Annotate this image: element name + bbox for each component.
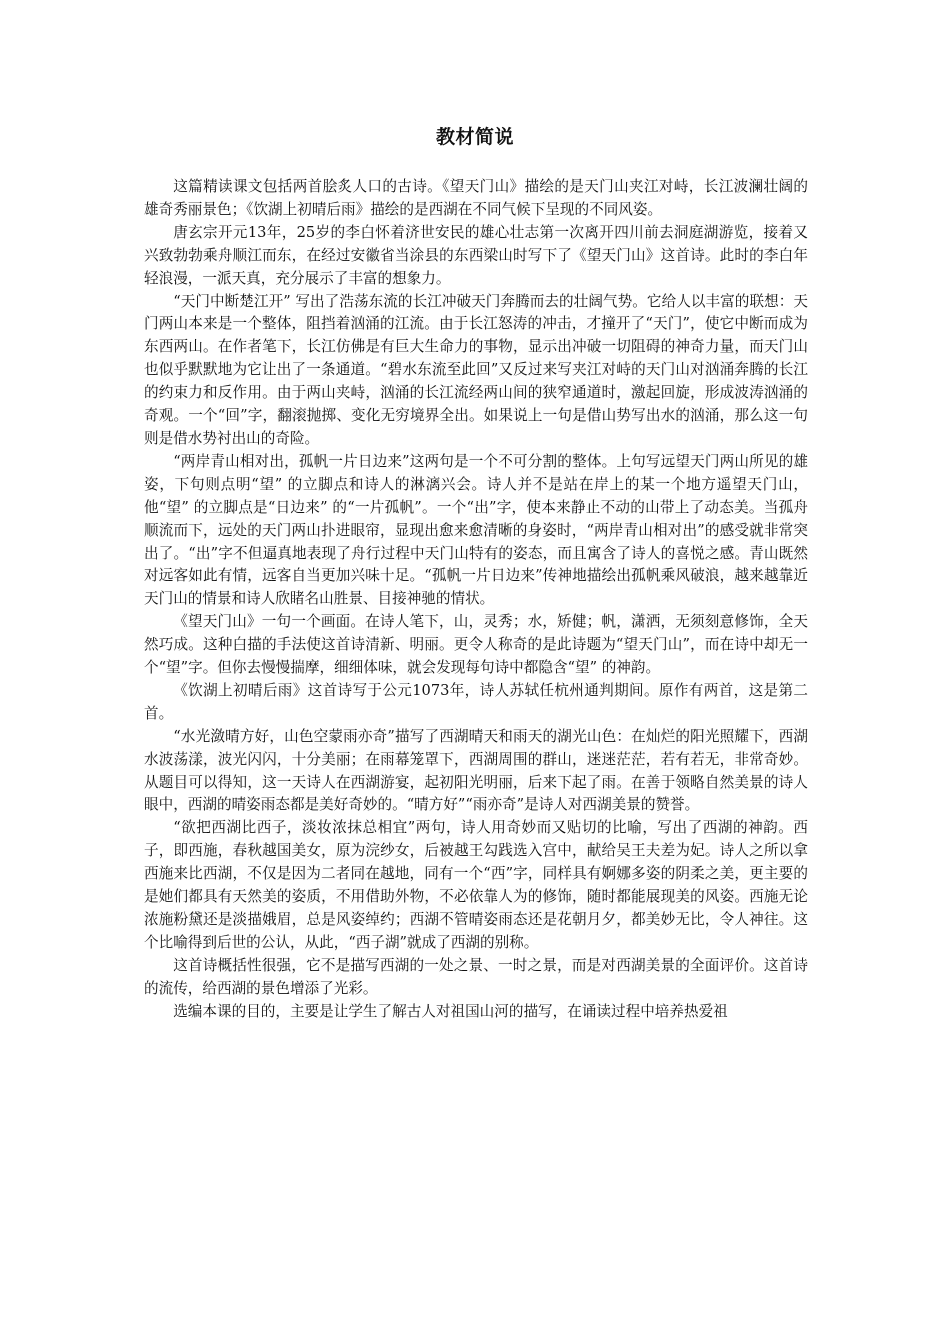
paragraph: 《饮湖上初晴后雨》这首诗写于公元1073年，诗人苏轼任杭州通判期间。原作有两首，这是第二首。: [144, 681, 808, 722]
paragraph: 唐玄宗开元13年，25岁的李白怀着济世安民的雄心壮志第一次离开四川前去洞庭湖游览，接着又兴致勃勃乘舟顺江而东，在经过安徽省当涂县的东西梁山时写下了《望天门山》这首诗。此时的李白年轻浪漫，一派天真，充分展示了丰富的想象力。: [144, 223, 808, 287]
paragraph: “水光潋晴方好，山色空蒙雨亦奇”描写了西湖晴天和雨天的湖光山色：在灿烂的阳光照耀下，西湖水波荡漾，波光闪闪，十分美丽；在雨幕笼罩下，西湖周围的群山，迷迷茫茫，若有若无，非常奇妙。从题目可以得知，这一天诗人在西湖游宴，起初阳光明丽，后来下起了雨。在善于领略自然美景的诗人眼中，西湖的晴姿雨态都是美好奇妙的。“晴方好”“雨亦奇”是诗人对西湖美景的赞誉。: [144, 727, 808, 814]
paragraph: “两岸青山相对出，孤帆一片日边来”这两句是一个不可分割的整体。上句写远望天门两山所见的雄姿，下句则点明“望” 的立脚点和诗人的淋漓兴会。诗人并不是站在岸上的某一个地方遥望天门山，他“望” 的立脚点是“日边来” 的“一片孤帆”。一个“出”字，使本来静止不动的山带上了动态美。当孤舟顺流而下，远处的天门两山扑进眼帘，显现出愈来愈清晰的身姿时，“两岸青山相对出”的感受就非常突出了。“出”字不但逼真地表现了舟行过程中天门山特有的姿态，而且寓含了诗人的喜悦之感。青山既然对远客如此有情，远客自当更加兴味十足。“孤帆一片日边来”传神地描绘出孤帆乘风破浪，越来越靠近天门山的情景和诗人欣睹名山胜景、目接神驰的情状。: [144, 452, 808, 608]
paragraph: “天门中断楚江开” 写出了浩荡东流的长江冲破天门奔腾而去的壮阔气势。它给人以丰富的联想：天门两山本来是一个整体，阻挡着汹涌的江流。由于长江怒涛的冲击，才撞开了“天门”，使它中断而成为东西两山。在作者笔下，长江仿佛是有巨大生命力的事物，显示出冲破一切阻碍的神奇力量，而天门山也似乎默默地为它让出了一条通道。“碧水东流至此回”又反过来写夹江对峙的天门山对汹涌奔腾的长江的约束力和反作用。由于两山夹峙，汹涌的长江流经两山间的狭窄通道时，激起回旋，形成波涛汹涌的奇观。一个“回”字，翻滚抛掷、变化无穷境界全出。如果说上一句是借山势写出水的汹涌，那么这一句则是借水势衬出山的奇险。: [144, 292, 808, 447]
paragraph: 这篇精读课文包括两首脍炙人口的古诗。《望天门山》描绘的是天门山夹江对峙，长江波澜壮阔的雄奇秀丽景色；《饮湖上初晴后雨》描绘的是西湖在不同气候下呈现的不同风姿。: [144, 178, 808, 218]
paragraph: 选编本课的目的，主要是让学生了解古人对祖国山河的描写，在诵读过程中培养热爱祖: [173, 1002, 728, 1020]
paragraph: 《望天门山》一句一个画面。在诗人笔下，山，灵秀；水，矫健；帆，潇洒，无须刻意修饰，全天然巧成。这种白描的手法使这首诗清新、明丽。更令人称奇的是此诗题为“望天门山”，而在诗中却无一个“望”字。但你去慢慢揣摩，细细体味，就会发现每句诗中都隐含“望” 的神韵。: [144, 613, 808, 677]
document-title: 教材简说: [435, 126, 514, 148]
paragraph: 这首诗概括性很强，它不是描写西湖的一处之景、一时之景，而是对西湖美景的全面评价。这首诗的流传，给西湖的景色增添了光彩。: [144, 956, 808, 997]
paragraph: “欲把西湖比西子，淡妆浓抹总相宜”两句，诗人用奇妙而又贴切的比喻，写出了西湖的神韵。西子，即西施，春秋越国美女，原为浣纱女，后被越王勾践选入宫中，献给吴王夫差为妃。诗人之所以拿西施来比西湖，不仅是因为二者同在越地，同有一个“西”字，同样具有婀娜多姿的阴柔之美，更主要的是她们都具有天然美的姿质，不用借助外物，不必依靠人为的修饰，随时都能展现美的风姿。西施无论浓施粉黛还是淡描娥眉，总是风姿绰约；西湖不管晴姿雨态还是花朝月夕，都美妙无比，令人神往。这个比喻得到后世的公认，从此，“西子湖”就成了西湖的别称。: [144, 819, 808, 951]
document-body: [144, 176, 808, 1024]
